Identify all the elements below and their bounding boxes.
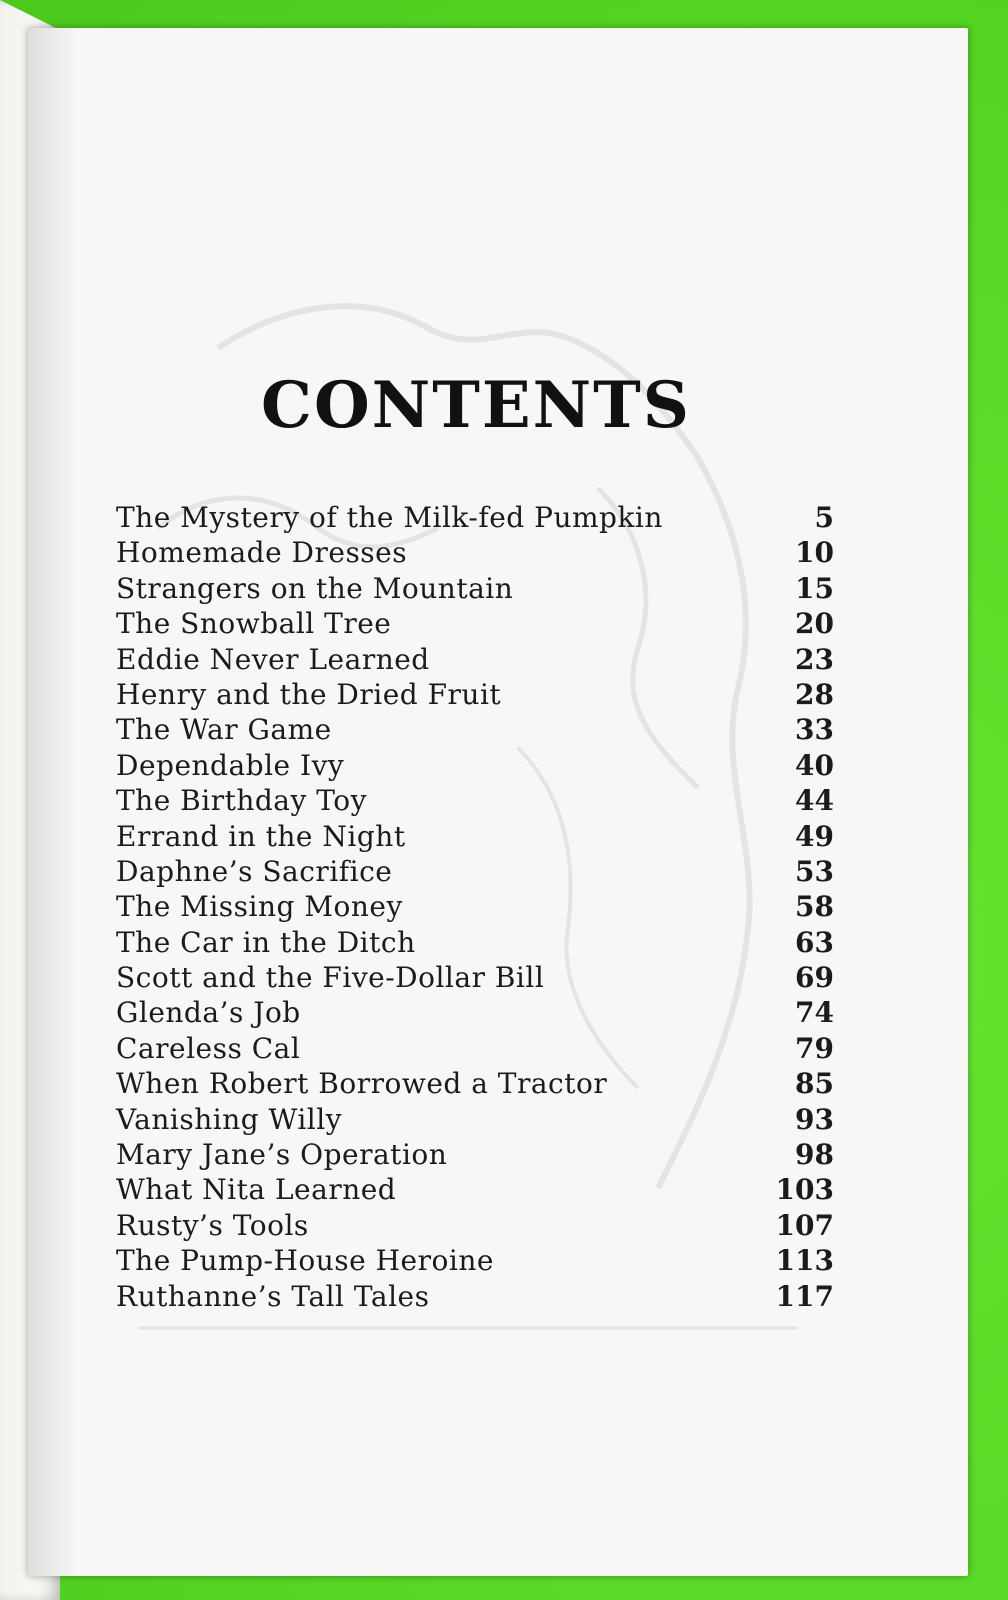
toc-entry-title: Mary Jane’s Operation — [116, 1138, 448, 1172]
toc-entry-page-number: 20 — [795, 607, 834, 641]
page-title: CONTENTS — [261, 368, 691, 443]
toc-entry — [116, 500, 834, 535]
toc-entry — [116, 748, 834, 783]
toc-entry-title: What Nita Learned — [116, 1173, 397, 1207]
toc-entry-page-number: 107 — [775, 1208, 834, 1242]
toc-entry — [116, 889, 834, 924]
toc-entry-page-number: 69 — [795, 961, 834, 995]
toc-entry-page-number: 58 — [795, 890, 834, 924]
toc-entry-title: Strangers on the Mountain — [116, 571, 514, 605]
table-of-contents — [116, 500, 834, 1314]
toc-entry-title: Careless Cal — [116, 1031, 301, 1065]
toc-entry-page-number: 53 — [795, 854, 834, 888]
toc-entry-title: Vanishing Willy — [116, 1102, 343, 1136]
toc-entry — [116, 1031, 834, 1066]
toc-entry-page-number: 113 — [775, 1244, 834, 1278]
toc-entry — [116, 1066, 834, 1101]
toc-entry-title: Errand in the Night — [116, 819, 406, 853]
toc-entry — [116, 1102, 834, 1137]
toc-entry-page-number: 103 — [775, 1173, 834, 1207]
toc-entry — [116, 1137, 834, 1172]
toc-entry-page-number: 74 — [795, 996, 834, 1030]
toc-entry-title: Ruthanne’s Tall Tales — [116, 1279, 430, 1313]
toc-entry-title: Dependable Ivy — [116, 748, 345, 782]
toc-entry-page-number: 79 — [795, 1031, 834, 1065]
toc-entry — [116, 995, 834, 1030]
toc-entry — [116, 535, 834, 570]
toc-entry — [116, 783, 834, 818]
toc-entry — [116, 1279, 834, 1314]
toc-entry — [116, 925, 834, 960]
toc-entry — [116, 854, 834, 889]
toc-entry-page-number: 98 — [795, 1138, 834, 1172]
toc-entry — [116, 1208, 834, 1243]
toc-entry-title: The Birthday Toy — [116, 784, 367, 818]
toc-entry-page-number: 44 — [795, 784, 834, 818]
toc-entry — [116, 712, 834, 747]
toc-entry-title: The Snowball Tree — [116, 607, 392, 641]
toc-entry — [116, 571, 834, 606]
toc-entry-title: Henry and the Dried Fruit — [116, 677, 502, 711]
toc-entry-title: Daphne’s Sacrifice — [116, 854, 393, 888]
toc-entry-page-number: 28 — [795, 677, 834, 711]
toc-entry-title: The Car in the Ditch — [116, 925, 416, 959]
toc-entry-page-number: 85 — [795, 1067, 834, 1101]
toc-entry-title: Rusty’s Tools — [116, 1208, 309, 1242]
toc-entry-title: The War Game — [116, 713, 332, 747]
toc-entry-page-number: 23 — [795, 642, 834, 676]
toc-entry-title: The Missing Money — [116, 890, 403, 924]
toc-entry-title: The Pump-House Heroine — [116, 1244, 494, 1278]
toc-entry — [116, 819, 834, 854]
toc-entry — [116, 677, 834, 712]
toc-entry-page-number: 63 — [795, 925, 834, 959]
book-page — [28, 28, 968, 1576]
toc-entry-title: Homemade Dresses — [116, 536, 408, 570]
toc-entry-title: The Mystery of the Milk-fed Pumpkin — [116, 501, 663, 534]
toc-entry-page-number: 5 — [814, 501, 834, 534]
toc-entry-page-number: 10 — [795, 536, 834, 570]
toc-entry-title: When Robert Borrowed a Tractor — [116, 1067, 608, 1101]
toc-entry-title: Eddie Never Learned — [116, 642, 430, 676]
toc-entry — [116, 606, 834, 641]
toc-entry — [116, 1243, 834, 1278]
toc-entry-title: Glenda’s Job — [116, 996, 301, 1030]
toc-entry-page-number: 33 — [795, 713, 834, 747]
toc-entry-page-number: 93 — [795, 1102, 834, 1136]
toc-entry-title: Scott and the Five-Dollar Bill — [116, 961, 545, 995]
toc-entry-page-number: 40 — [795, 748, 834, 782]
toc-entry — [116, 1172, 834, 1207]
toc-entry — [116, 960, 834, 995]
toc-entry — [116, 642, 834, 677]
toc-entry-page-number: 49 — [795, 819, 834, 853]
toc-entry-page-number: 117 — [775, 1279, 834, 1313]
toc-entry-page-number: 15 — [795, 571, 834, 605]
